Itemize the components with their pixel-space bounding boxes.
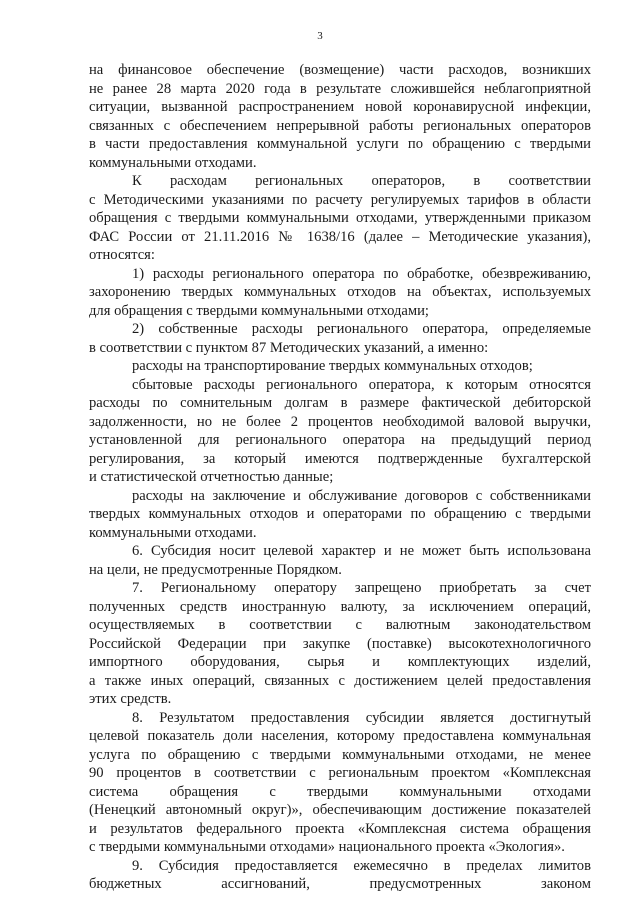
text-line: расходы на транспортирование твердых коммунальных отходов; bbox=[132, 358, 533, 374]
text-line: (Ненецкий автономный округ)», обеспечивающим достижение показателей bbox=[89, 802, 591, 818]
text-line: коммунальными отходами. bbox=[89, 524, 257, 541]
text-line: Российской Федерации при закупке (поставке) высокотехнологичного bbox=[89, 635, 591, 652]
text-line: осуществляемых в соответствии с валютным законодательством bbox=[89, 617, 591, 633]
text-line: импортного оборудования, сырья и комплектующих изделий, bbox=[89, 654, 591, 670]
text-line: 7. Региональному оператору запрещено приобретать за счет bbox=[132, 580, 591, 596]
text-line: расходы на заключение и обслуживание договоров с собственниками bbox=[132, 487, 591, 504]
text-line: бюджетных ассигнований, предусмотренных законом bbox=[89, 876, 591, 892]
text-line: 90 процентов в соответствии с региональным проектом «Комплексная bbox=[89, 765, 591, 781]
text-line: в соответствии с пунктом 87 Методических указаний, а именно: bbox=[89, 339, 489, 356]
text-line: с Методическими указаниями по расчету регулируемых тарифов в области bbox=[89, 191, 591, 208]
text-line: целевой показатель доли населения, которому предоставлена коммунальная bbox=[89, 728, 591, 744]
text-line: в части предоставления коммунальной услуги по обращению с твердыми bbox=[89, 136, 591, 152]
text-line: на финансовое обеспечение (возмещение) части расходов, возникших bbox=[89, 62, 591, 78]
text-line: этих средств. bbox=[89, 691, 172, 707]
text-line: задолженности, но не более 2 процентов необходимой валовой выручки, bbox=[89, 413, 591, 430]
text-line: 8. Результатом предоставления субсидии является достигнутый bbox=[132, 709, 591, 726]
text-line: связанных с обеспечением непрерывной работы региональных операторов bbox=[89, 117, 591, 134]
text-line: установленной для регионального оператора на предыдущий период bbox=[89, 432, 591, 448]
text-line: услуга по обращению с твердыми коммунальными отходами, не менее bbox=[89, 746, 591, 763]
text-line: захоронению твердых коммунальных отходов на объектах, используемых bbox=[89, 284, 591, 300]
text-line: а также иных операций, связанных с достижением целей предоставления bbox=[89, 672, 591, 689]
text-line: не ранее 28 марта 2020 года в результате сложившейся неблагоприятной bbox=[89, 80, 591, 97]
text-line: для обращения с твердыми коммунальными отходами; bbox=[89, 302, 429, 319]
text-line: и результатов федерального проекта «Комплексная система обращения bbox=[89, 820, 591, 837]
text-line: 2) собственные расходы регионального оператора, определяемые bbox=[132, 321, 591, 337]
text-line: расходы по сомнительным долгам в размере фактической дебиторской bbox=[89, 395, 591, 411]
text-line: регулирования, за который имеются подтвержденные бухгалтерской bbox=[89, 450, 591, 467]
text-line: система обращения с твердыми коммунальными отходами bbox=[89, 783, 591, 800]
text-line: на цели, не предусмотренные Порядком. bbox=[89, 561, 342, 578]
text-line: твердых коммунальных отходов и операторами по обращению с твердыми bbox=[89, 506, 591, 522]
text-line: полученных средств иностранную валюту, за исключением операций, bbox=[89, 598, 591, 615]
text-line: сбытовые расходы регионального оператора, к которым относятся bbox=[132, 376, 591, 393]
text-line: К расходам региональных операторов, в соответствии bbox=[132, 173, 591, 189]
text-line: относятся: bbox=[89, 247, 155, 263]
text-line: с твердыми коммунальными отходами» национального проекта «Экология». bbox=[89, 839, 565, 855]
text-line: и статистической отчетностью данные; bbox=[89, 469, 334, 485]
text-line: 1) расходы регионального оператора по обработке, обезвреживанию, bbox=[132, 265, 591, 282]
text-line: 9. Субсидия предоставляется ежемесячно в пределах лимитов bbox=[132, 857, 591, 874]
text-line: ФАС России от 21.11.2016 № 1638/16 (далее – Методические указания), bbox=[89, 228, 591, 245]
text-line: обращения с твердыми коммунальными отходами, утвержденными приказом bbox=[89, 210, 591, 226]
text-line: коммунальными отходами. bbox=[89, 154, 257, 171]
text-line: ситуации, вызванной распространением новой коронавирусной инфекции, bbox=[89, 99, 591, 115]
text-line: 6. Субсидия носит целевой характер и не может быть использована bbox=[132, 543, 591, 559]
page-number: 3 bbox=[317, 30, 323, 42]
document-body bbox=[89, 61, 591, 894]
